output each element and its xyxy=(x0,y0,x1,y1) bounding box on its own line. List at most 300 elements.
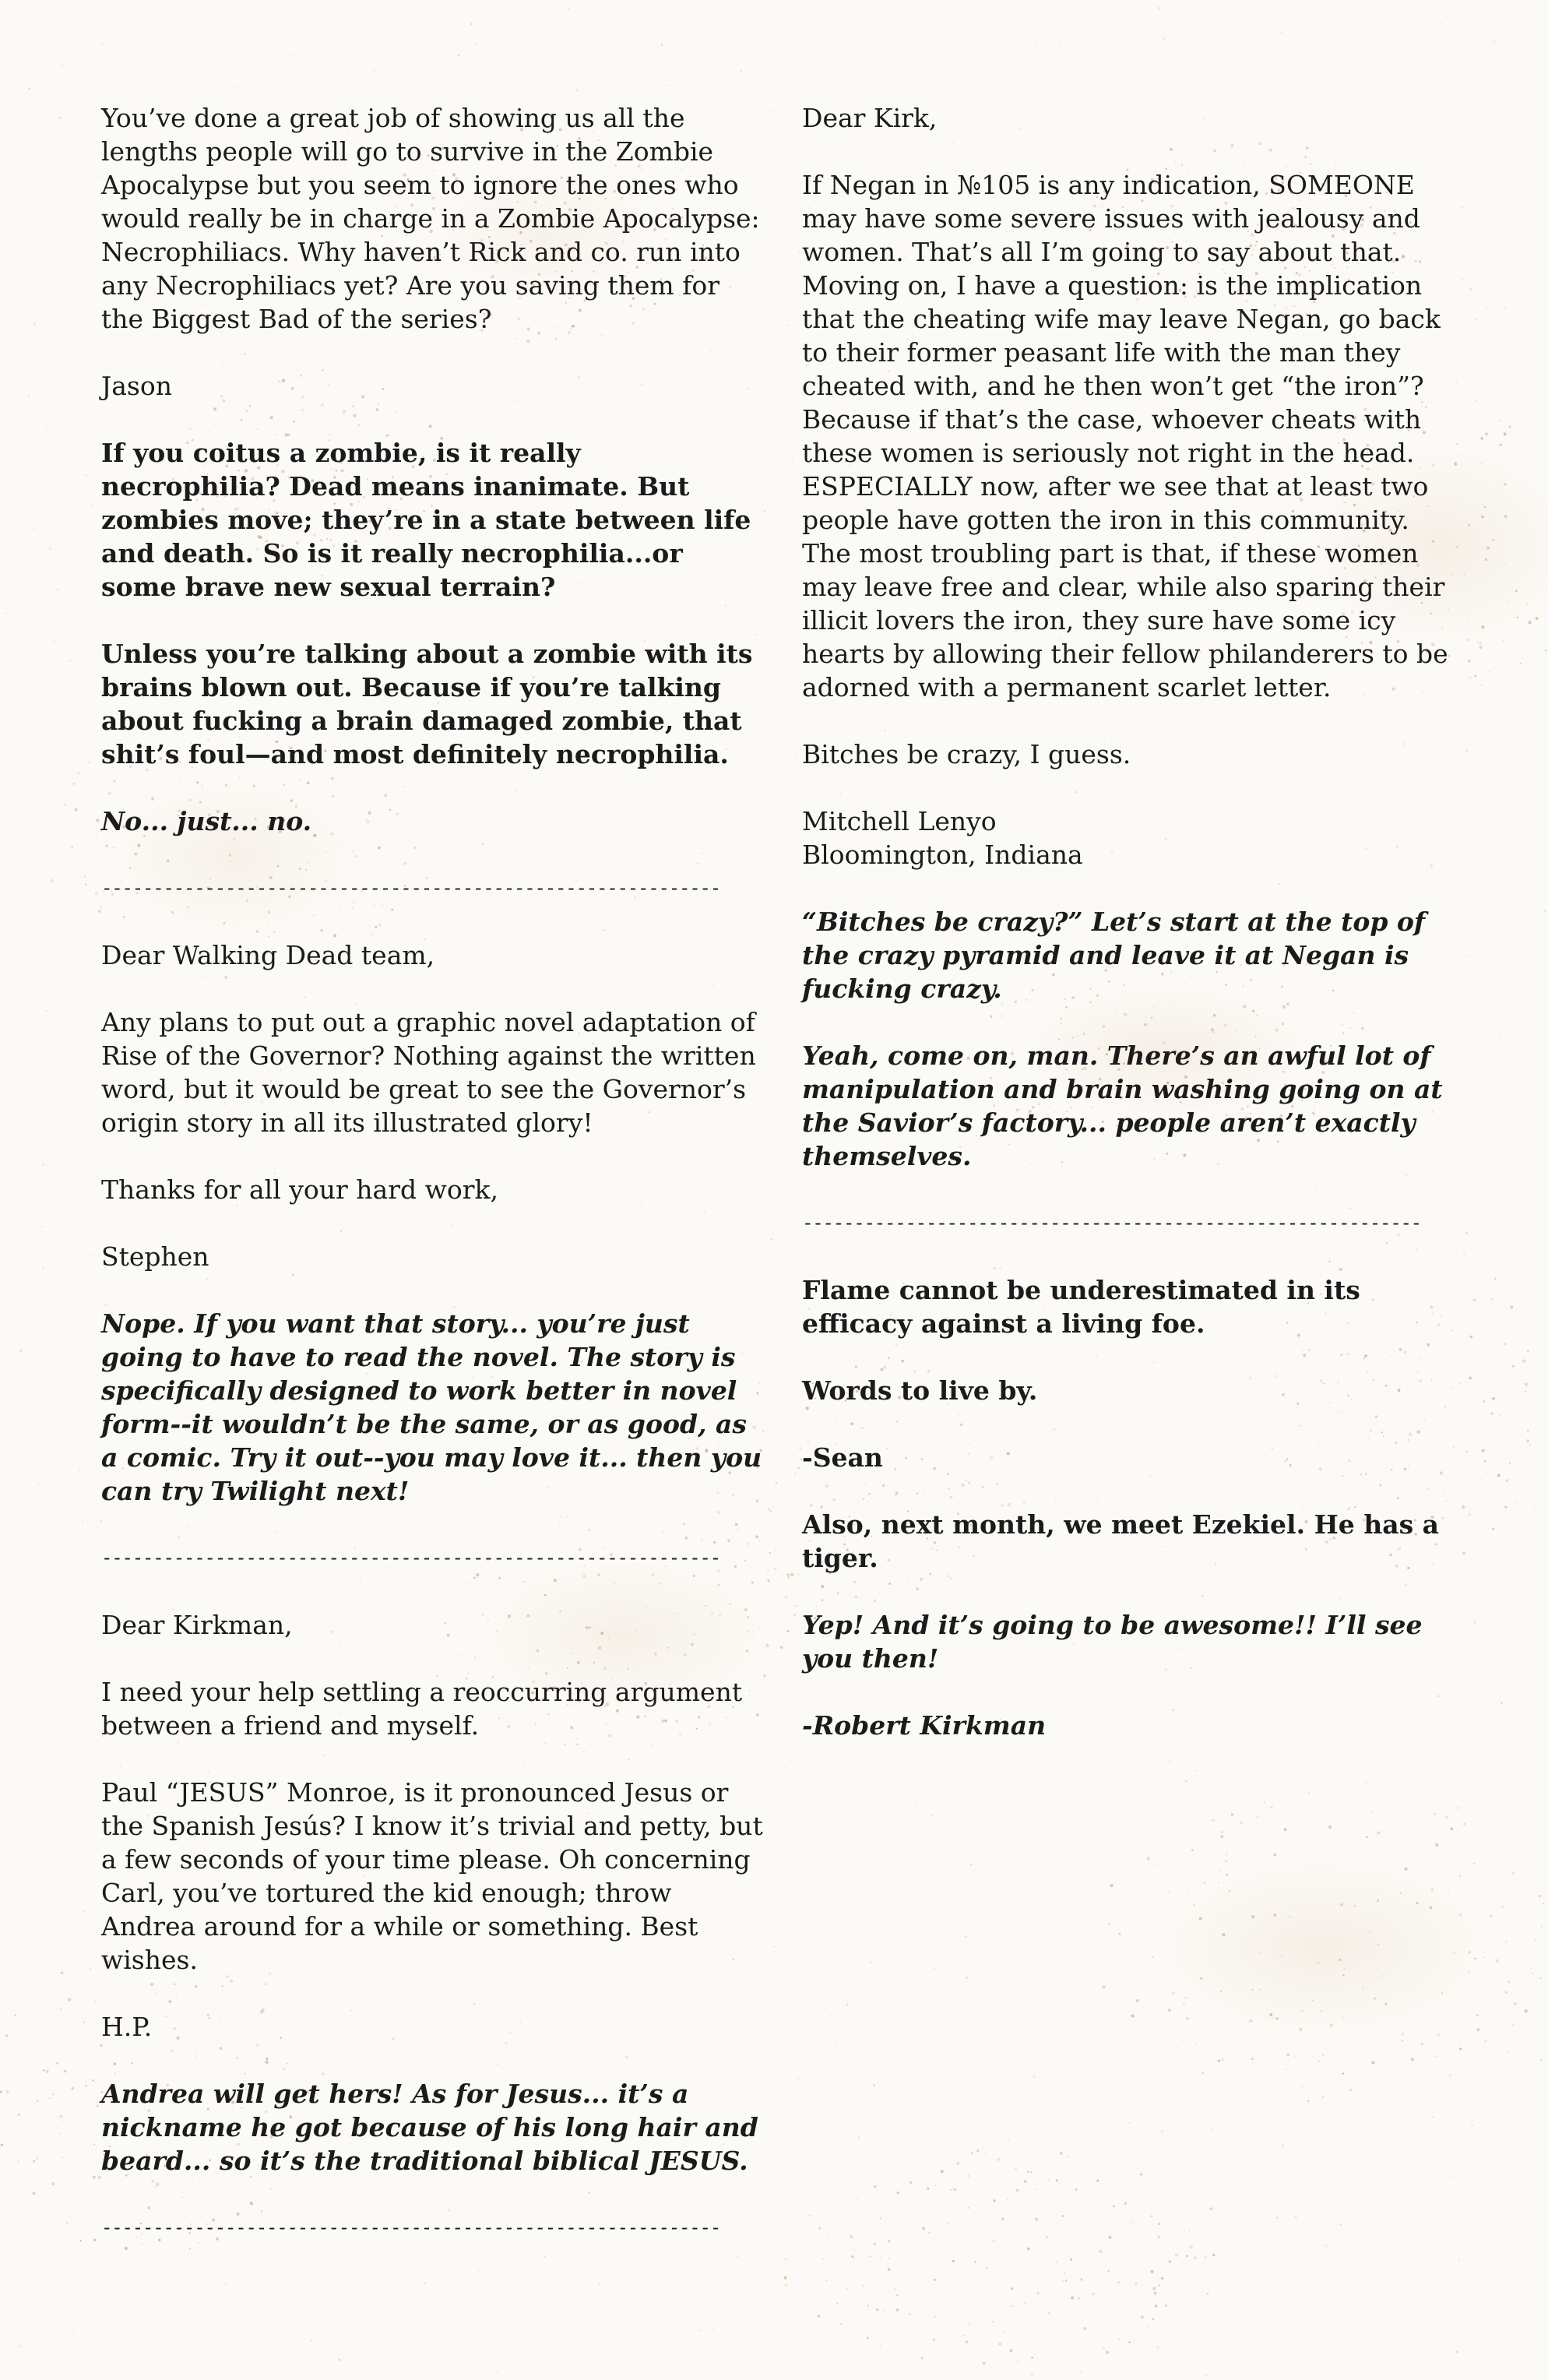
speckle-dot xyxy=(5,612,7,614)
speckle-dot xyxy=(49,548,51,550)
speckle-dot xyxy=(60,2009,62,2010)
speckle-dot xyxy=(597,68,598,69)
speckle-dot xyxy=(1486,308,1487,309)
speckle-dot xyxy=(888,2268,891,2271)
speckle-dot xyxy=(54,640,55,642)
speckle-dot xyxy=(892,1878,893,1879)
speckle-dot xyxy=(1532,1013,1534,1015)
speckle-dot xyxy=(1421,2043,1423,2045)
speckle-dot xyxy=(70,2132,71,2133)
left-letter-paragraph: Stephen xyxy=(101,1241,209,1272)
speckle-dot xyxy=(986,2267,987,2269)
speckle-dot xyxy=(873,2084,875,2086)
speckle-dot xyxy=(83,1910,85,1912)
speckle-dot xyxy=(1299,2028,1302,2031)
speckle-dot xyxy=(966,2340,968,2343)
speckle-dot xyxy=(928,2232,930,2234)
speckle-dot xyxy=(1496,1959,1499,1963)
speckle-dot xyxy=(1476,185,1478,187)
speckle-dot xyxy=(992,2321,994,2322)
left-column xyxy=(101,101,772,2278)
speckle-dot xyxy=(934,2185,936,2186)
speckle-dot xyxy=(1222,1933,1225,1936)
speckle-dot xyxy=(19,2345,21,2347)
speckle-dot xyxy=(568,8,570,10)
speckle-dot xyxy=(1416,1902,1419,1904)
speckle-dot xyxy=(66,2071,68,2072)
speckle-dot xyxy=(1340,1903,1343,1906)
speckle-dot xyxy=(876,2308,878,2311)
speckle-dot xyxy=(956,2162,959,2164)
speckle-dot xyxy=(50,1964,51,1965)
speckle-dot xyxy=(43,2069,45,2072)
speckle-dot xyxy=(952,2260,955,2262)
speckle-dot xyxy=(1522,1359,1525,1362)
speckle-dot xyxy=(1434,1813,1436,1815)
speckle-dot xyxy=(1034,44,1036,46)
speckle-dot xyxy=(1015,2183,1016,2185)
speckle-dot xyxy=(1542,1998,1543,1999)
speckle-dot xyxy=(1220,1835,1223,1838)
speckle-dot xyxy=(1483,1956,1484,1958)
right-letter-paragraph: If Negan in №105 is any indication, SOMEONE may have some severe issues with jealousy and women. That’s all I’m going to say about that. Moving on, I have a question: is the implication that the cheating wife may leave Negan, go back to their former peasant life with the man they cheated with, and he then won’t get “the iron”? Because if that’s the case, whoever cheats with these women is seriously not right in the head. ESPECIALLY now, after we see that at least two people have gotten the iron in this community. The most troubling part is that, if these women may leave free and clear, while also sparing their illicit lovers the iron, they sure have some icy hearts by allowing their fellow philanderers to be adorned with a permanent scarlet letter. xyxy=(802,170,1457,702)
speckle-dot xyxy=(1030,2171,1032,2173)
speckle-dot xyxy=(1505,1942,1507,1943)
speckle-dot xyxy=(46,425,47,427)
speckle-dot xyxy=(1281,1955,1282,1956)
speckle-dot xyxy=(28,87,30,90)
speckle-dot xyxy=(1318,1962,1319,1963)
speckle-dot xyxy=(830,2015,832,2016)
speckle-dot xyxy=(1491,1303,1493,1304)
speckle-dot xyxy=(1486,547,1490,550)
speckle-dot xyxy=(1190,2245,1193,2248)
speckle-dot xyxy=(1445,1815,1448,1818)
speckle-dot xyxy=(1458,2259,1460,2260)
speckle-dot xyxy=(72,2332,74,2333)
speckle-dot xyxy=(1492,1397,1495,1400)
speckle-dot xyxy=(1377,2222,1378,2223)
speckle-dot xyxy=(796,755,797,757)
speckle-dot xyxy=(1525,183,1527,185)
speckle-dot xyxy=(1507,601,1508,602)
speckle-dot xyxy=(1161,2277,1163,2280)
speckle-dot xyxy=(1473,1863,1475,1864)
speckle-dot xyxy=(953,2188,956,2191)
speckle-dot xyxy=(37,241,39,243)
speckle-dot xyxy=(1076,1899,1078,1901)
speckle-dot xyxy=(1539,1895,1542,1898)
speckle-dot xyxy=(1207,2293,1208,2294)
speckle-dot xyxy=(1459,1383,1460,1384)
speckle-dot xyxy=(1511,1871,1515,1875)
speckle-dot xyxy=(843,1984,845,1985)
speckle-dot xyxy=(1490,1412,1493,1414)
speckle-dot xyxy=(1463,1823,1465,1825)
speckle-dot xyxy=(374,69,375,71)
speckle-dot xyxy=(1466,1451,1468,1452)
speckle-dot xyxy=(1025,2302,1026,2304)
speckle-dot xyxy=(1008,2139,1009,2140)
speckle-dot xyxy=(1481,516,1484,519)
speckle-dot xyxy=(888,2240,891,2243)
speckle-dot xyxy=(1469,1513,1471,1516)
speckle-dot xyxy=(793,1614,795,1615)
speckle-dot xyxy=(1328,1825,1332,1829)
speckle-dot xyxy=(19,2171,20,2172)
speckle-dot xyxy=(1135,2283,1137,2285)
speckle-dot xyxy=(963,2335,965,2336)
speckle-dot xyxy=(1371,1811,1373,1813)
speckle-dot xyxy=(1273,1914,1276,1917)
speckle-dot xyxy=(1462,279,1463,280)
speckle-dot xyxy=(1476,400,1477,401)
speckle-dot xyxy=(1009,2349,1012,2352)
right-reply-paragraph: Yep! And it’s going to be awesome!! I’ll see you then! xyxy=(802,1610,1432,1674)
speckle-dot xyxy=(84,876,86,878)
speckle-dot xyxy=(790,1573,793,1576)
speckle-dot xyxy=(1492,539,1494,541)
speckle-dot xyxy=(1233,1840,1235,1841)
speckle-dot xyxy=(1465,956,1467,957)
speckle-dot xyxy=(1165,2304,1168,2308)
speckle-dot xyxy=(1158,7,1160,9)
speckle-dot xyxy=(794,1605,797,1607)
speckle-dot xyxy=(9,2033,10,2034)
speckle-dot xyxy=(896,2294,898,2296)
speckle-dot xyxy=(924,2195,926,2196)
speckle-dot xyxy=(997,2158,1001,2161)
speckle-dot xyxy=(922,2227,925,2230)
speckle-dot xyxy=(775,1551,776,1552)
speckle-dot xyxy=(1465,884,1466,885)
speckle-dot xyxy=(95,892,98,895)
speckle-dot xyxy=(869,2255,871,2258)
speckle-dot xyxy=(1481,1479,1482,1480)
speckle-dot xyxy=(797,1539,798,1540)
speckle-dot xyxy=(290,53,291,55)
speckle-dot xyxy=(1251,2058,1254,2060)
speckle-dot xyxy=(1493,1898,1494,1899)
speckle-dot xyxy=(1473,1298,1476,1301)
speckle-dot xyxy=(1441,23,1442,25)
speckle-dot xyxy=(1506,625,1508,627)
speckle-dot xyxy=(1377,1899,1379,1902)
speckle-dot xyxy=(575,90,578,92)
speckle-dot xyxy=(783,1443,784,1444)
speckle-dot xyxy=(19,1350,22,1352)
speckle-dot xyxy=(1186,2017,1189,2020)
speckle-dot xyxy=(1430,1906,1432,1909)
speckle-dot xyxy=(83,2022,85,2023)
speckle-dot xyxy=(1221,2058,1223,2061)
speckle-dot xyxy=(1226,1854,1227,1855)
speckle-dot xyxy=(1367,1932,1368,1933)
speckle-dot xyxy=(45,2070,48,2073)
speckle-dot xyxy=(784,37,786,39)
speckle-dot xyxy=(1269,2013,1272,2016)
left-letter-paragraph: Dear Kirkman, xyxy=(101,1610,293,1640)
speckle-dot xyxy=(1011,2287,1013,2290)
right-letter-paragraph: Bitches be crazy, I guess. xyxy=(802,739,1131,769)
speckle-dot xyxy=(1240,1822,1243,1824)
speckle-dot xyxy=(1463,1253,1465,1255)
speckle-dot xyxy=(93,2144,95,2146)
speckle-dot xyxy=(797,2078,799,2079)
speckle-dot xyxy=(599,2283,600,2285)
speckle-dot xyxy=(1456,2350,1458,2353)
speckle-dot xyxy=(1377,1831,1380,1834)
speckle-dot xyxy=(1270,1806,1272,1808)
speckle-dot xyxy=(1046,2236,1048,2238)
speckle-dot xyxy=(934,2279,936,2281)
speckle-dot xyxy=(797,1466,800,1469)
speckle-dot xyxy=(931,1815,933,1817)
speckle-dot xyxy=(1401,2033,1404,2036)
speckle-dot xyxy=(1469,1377,1472,1380)
speckle-dot xyxy=(846,2004,849,2006)
speckle-dot xyxy=(1157,2347,1159,2348)
speckle-dot xyxy=(1476,2014,1479,2016)
speckle-dot xyxy=(1490,1915,1492,1917)
speckle-dot xyxy=(840,2323,842,2325)
speckle-dot xyxy=(1218,1882,1219,1883)
speckle-dot xyxy=(1476,2028,1479,2031)
speckle-dot xyxy=(1343,2018,1344,2019)
speckle-dot xyxy=(857,2199,858,2200)
speckle-dot xyxy=(1,2144,3,2146)
speckle-dot xyxy=(700,2329,702,2332)
speckle-dot xyxy=(97,2104,100,2107)
speckle-dot xyxy=(79,1470,81,1472)
speckle-dot xyxy=(1065,2280,1068,2282)
speckle-dot xyxy=(1504,565,1506,566)
speckle-dot xyxy=(1080,2371,1082,2372)
speckle-dot xyxy=(1475,675,1477,678)
speckle-dot xyxy=(854,2249,855,2250)
speckle-dot xyxy=(1544,910,1546,912)
speckle-dot xyxy=(1318,2061,1320,2062)
speckle-dot xyxy=(1213,1819,1216,1822)
speckle-dot xyxy=(998,2343,1001,2346)
speckle-dot xyxy=(799,1448,801,1450)
speckle-dot xyxy=(1169,1892,1170,1893)
speckle-dot xyxy=(80,2240,82,2241)
speckle-dot xyxy=(1543,1903,1544,1904)
speckle-dot xyxy=(642,4,643,5)
speckle-dot xyxy=(56,2062,58,2065)
speckle-dot xyxy=(974,2295,975,2296)
speckle-dot xyxy=(41,1226,43,1227)
speckle-dot xyxy=(1462,1552,1465,1554)
speckle-dot xyxy=(1480,437,1483,440)
right-reply-paragraph: -Sean xyxy=(802,1442,883,1473)
speckle-dot xyxy=(1275,2017,1278,2019)
speckle-dot xyxy=(93,913,94,914)
speckle-dot xyxy=(6,1823,7,1824)
speckle-dot xyxy=(1374,1998,1377,2000)
speckle-dot xyxy=(1384,2003,1387,2005)
speckle-dot xyxy=(1484,506,1486,508)
speckle-dot xyxy=(1072,1910,1074,1911)
speckle-dot xyxy=(764,510,765,512)
speckle-dot xyxy=(881,2371,884,2373)
left-letter-paragraph: Jason xyxy=(101,371,172,401)
speckle-dot xyxy=(1113,2206,1115,2208)
speckle-dot xyxy=(1469,677,1472,679)
speckle-dot xyxy=(880,2345,881,2347)
speckle-dot xyxy=(951,2189,952,2191)
speckle-dot xyxy=(1141,2316,1143,2318)
speckle-dot xyxy=(58,1491,60,1493)
speckle-dot xyxy=(1035,2218,1038,2221)
left-reply-paragraph: No... just... no. xyxy=(101,806,312,836)
speckle-dot xyxy=(95,1008,97,1009)
speckle-dot xyxy=(1086,2125,1088,2126)
speckle-dot xyxy=(1129,2122,1131,2124)
speckle-dot xyxy=(1362,1792,1363,1794)
speckle-dot xyxy=(14,2015,16,2017)
speckle-dot xyxy=(1212,2254,1216,2257)
speckle-dot xyxy=(1514,1502,1515,1503)
speckle-dot xyxy=(1075,2188,1078,2191)
speckle-dot xyxy=(788,2263,789,2264)
speckle-dot xyxy=(1062,2280,1064,2282)
speckle-dot xyxy=(86,2080,87,2081)
speckle-dot xyxy=(999,1986,1000,1987)
speckle-dot xyxy=(61,1972,64,1975)
speckle-dot xyxy=(1514,2002,1517,2005)
speckle-dot xyxy=(933,2338,935,2340)
speckle-dot xyxy=(1011,2305,1013,2307)
speckle-dot xyxy=(934,2316,936,2318)
speckle-dot xyxy=(1462,452,1463,454)
speckle-dot xyxy=(1033,2075,1036,2078)
speckle-dot xyxy=(1287,2054,1290,2057)
speckle-dot xyxy=(1450,2177,1451,2178)
speckle-dot xyxy=(1048,2179,1050,2181)
speckle-dot xyxy=(1456,546,1458,548)
speckle-dot xyxy=(1534,1506,1536,1508)
speckle-dot xyxy=(1255,1890,1257,1892)
speckle-dot xyxy=(1342,2072,1344,2075)
section-divider: ------------------------------------------------------------ xyxy=(101,2216,720,2238)
speckle-dot xyxy=(1158,2223,1160,2225)
speckle-dot xyxy=(51,2182,55,2185)
speckle-dot xyxy=(300,2280,301,2281)
speckle-dot xyxy=(1500,420,1502,422)
speckle-dot xyxy=(1479,646,1483,649)
speckle-dot xyxy=(1257,2074,1258,2075)
speckle-dot xyxy=(82,1521,83,1523)
speckle-dot xyxy=(1099,2250,1102,2253)
speckle-dot xyxy=(1307,2100,1310,2102)
speckle-dot xyxy=(1537,1423,1539,1425)
speckle-dot xyxy=(1504,432,1507,435)
speckle-dot xyxy=(1071,2296,1074,2299)
speckle-dot xyxy=(1103,1986,1106,1989)
speckle-dot xyxy=(0,2090,2,2093)
speckle-dot xyxy=(1205,2375,1208,2377)
right-letter-paragraph: Dear Kirk, xyxy=(802,103,938,133)
speckle-dot xyxy=(37,1821,38,1822)
speckle-dot xyxy=(1312,2000,1314,2002)
speckle-dot xyxy=(1525,1382,1528,1385)
speckle-dot xyxy=(1504,483,1506,485)
speckle-dot xyxy=(1481,685,1483,686)
speckle-dot xyxy=(870,1962,871,1963)
speckle-dot xyxy=(49,2097,51,2099)
speckle-dot xyxy=(1525,2009,1528,2012)
speckle-dot xyxy=(1485,432,1488,435)
speckle-dot xyxy=(1158,2284,1160,2287)
speckle-dot xyxy=(62,65,64,68)
left-reply-paragraph: If you coitus a zombie, is it really necrophilia? Dead means inanimate. But zombies move; they’re in a state between life and death. So is it really necrophilia...or some brave new sexual terrain? xyxy=(101,438,760,602)
speckle-dot xyxy=(1536,617,1539,620)
speckle-dot xyxy=(1204,1882,1206,1884)
speckle-dot xyxy=(1431,1888,1434,1891)
speckle-dot xyxy=(1109,1923,1110,1924)
speckle-dot xyxy=(1157,2236,1160,2239)
section-divider: ------------------------------------------------------------ xyxy=(101,877,720,899)
speckle-dot xyxy=(1226,1861,1227,1862)
speckle-dot xyxy=(776,1568,777,1569)
speckle-dot xyxy=(1189,2230,1190,2231)
speckle-dot xyxy=(1462,1505,1465,1509)
speckle-dot xyxy=(1459,1875,1461,1877)
speckle-dot xyxy=(846,2288,848,2290)
speckle-dot xyxy=(1228,2015,1229,2016)
speckle-dot xyxy=(1117,2281,1121,2284)
speckle-dot xyxy=(1252,1989,1254,1991)
speckle-dot xyxy=(1183,2002,1184,2004)
speckle-dot xyxy=(894,2288,895,2290)
speckle-dot xyxy=(1083,2327,1086,2330)
speckle-dot xyxy=(927,2188,929,2190)
speckle-dot xyxy=(786,1574,789,1576)
speckle-dot xyxy=(1280,31,1282,33)
speckle-dot xyxy=(1147,1857,1150,1861)
speckle-dot xyxy=(1366,1836,1368,1839)
speckle-dot xyxy=(987,2286,988,2287)
speckle-dot xyxy=(1371,2061,1374,2064)
speckle-dot xyxy=(1260,2331,1261,2332)
speckle-dot xyxy=(1130,2222,1131,2223)
speckle-dot xyxy=(92,2079,94,2082)
speckle-dot xyxy=(828,2234,829,2235)
speckle-dot xyxy=(772,592,774,593)
speckle-dot xyxy=(788,1576,790,1578)
speckle-dot xyxy=(1231,1813,1233,1815)
left-reply-paragraph: Nope. If you want that story... you’re just going to have to read the novel. The story is specifically designed to work better in novel form--it wouldn’t be the same, or as good, as a comic. Try it out--you may love it... then you can try Twilight next! xyxy=(101,1308,771,1506)
speckle-dot xyxy=(1096,2179,1099,2181)
speckle-dot xyxy=(1199,1917,1202,1921)
speckle-dot xyxy=(1459,2047,1462,2050)
speckle-dot xyxy=(1518,1004,1519,1005)
speckle-dot xyxy=(1339,1959,1341,1961)
left-letter-paragraph: Any plans to put out a graphic novel adaptation of Rise of the Governor? Nothing against the written word, but it would be great to see the Governor’s origin story in all its illustrated glory! xyxy=(101,1007,765,1138)
speckle-dot xyxy=(1136,91,1137,92)
speckle-dot xyxy=(826,2280,828,2282)
speckle-dot xyxy=(1140,2173,1142,2175)
speckle-dot xyxy=(1485,558,1487,561)
speckle-dot xyxy=(1382,1975,1384,1977)
speckle-dot xyxy=(1180,1925,1181,1926)
speckle-dot xyxy=(1172,1991,1175,1994)
speckle-dot xyxy=(1527,1430,1529,1432)
speckle-dot xyxy=(1484,1460,1486,1462)
speckle-dot xyxy=(1393,36,1395,37)
